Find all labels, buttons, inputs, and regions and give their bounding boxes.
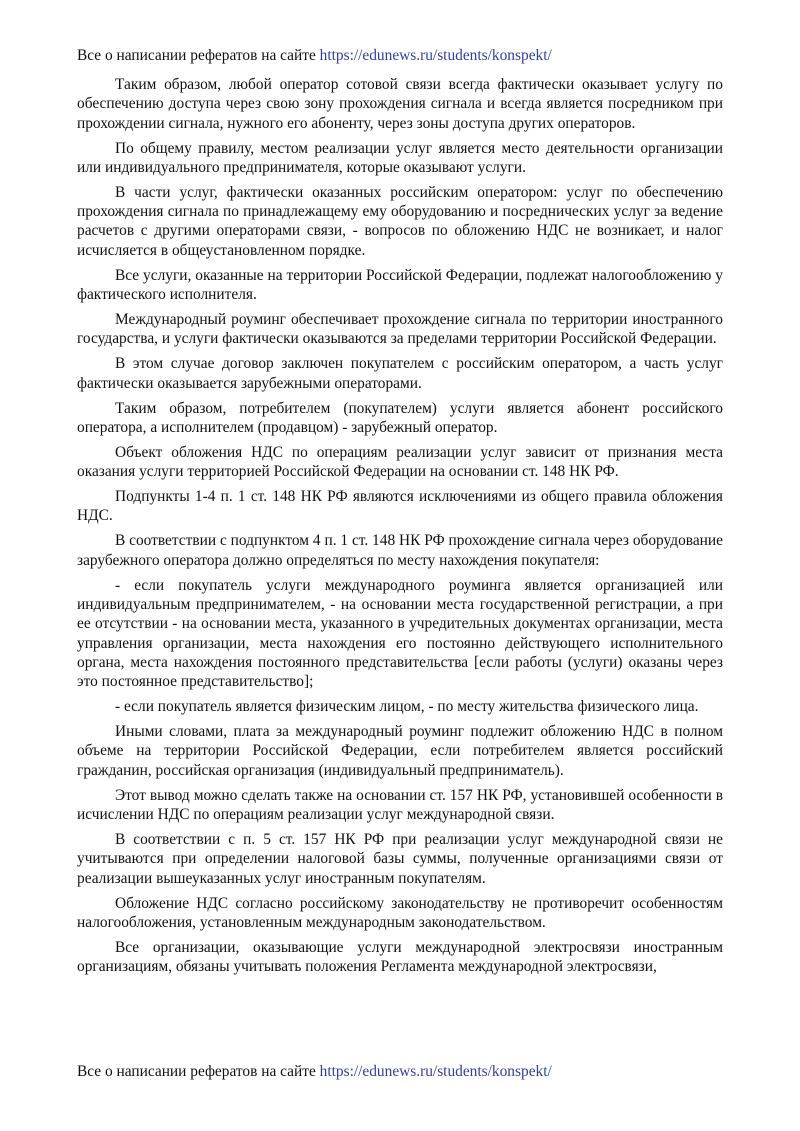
page-footer <box>77 1062 552 1082</box>
paragraph: Объект обложения НДС по операциям реализации услуг зависит от признания места оказания услуги территорией Российской Федерации на основании ст. 148 НК РФ. <box>77 443 723 481</box>
paragraph: В соответствии с подпунктом 4 п. 1 ст. 148 НК РФ прохождение сигнала через оборудование зарубежного оператора должно определяться по месту нахождения покупателя: <box>77 532 723 569</box>
paragraph: Все организации, оказывающие услуги международной электросвязи иностранным организациям, обязаны учитывать положения Регламента международной электросвязи, <box>77 938 723 976</box>
footer-text: Все о написании рефератов на сайте <box>77 1063 320 1080</box>
document-body <box>77 75 723 982</box>
paragraph: В части услуг, фактически оказанных российским оператором: услуг по обеспечению прохождения сигнала по принадлежащему ему оборудованию и посреднических услуг за ведение расчетов с другими операторами связи, - вопросов по обложению НДС не возникает, и налог исчисляется в общеустановленном порядке. <box>77 183 723 259</box>
paragraph: Иными словами, плата за международный роуминг подлежит обложению НДС в полном объеме на территории Российской Федерации, если потребителем является российский гражданин, российская организация (индивидуальный предприниматель). <box>77 723 723 779</box>
header-text: Все о написании рефератов на сайте <box>77 47 320 64</box>
paragraph: Обложение НДС согласно российскому законодательству не противоречит особенностям налогообложения, установленным международным законодательством. <box>77 894 723 931</box>
page-header <box>77 46 552 66</box>
header-link[interactable]: https://edunews.ru/students/konspekt/ <box>319 47 552 64</box>
list-item: - если покупатель является физическим лицом, - по месту жительства физического лица. <box>115 698 699 716</box>
paragraph: В соответствии с п. 5 ст. 157 НК РФ при реализации услуг международной связи не учитываются при определении налоговой базы суммы, полученные организациями связи от реализации вышеуказанных услуг иностранным покупателям. <box>77 831 723 887</box>
paragraph: Международный роуминг обеспечивает прохождение сигнала по территории иностранного государства, и услуги фактически оказываются за пределами территории Российской Федерации. <box>77 311 723 348</box>
paragraph: В этом случае договор заключен покупателем с российским оператором, а часть услуг фактически оказывается зарубежными операторами. <box>77 355 723 392</box>
paragraph: Подпункты 1-4 п. 1 ст. 148 НК РФ являются исключениями из общего правила обложения НДС. <box>77 488 723 525</box>
paragraph: Таким образом, любой оператор сотовой связи всегда фактически оказывает услугу по обеспечению доступа через свою зону прохождения сигнала и всегда является посредником при прохождении сигнала, нужного его абоненту, через зоны доступа других операторов. <box>77 76 723 132</box>
list-item: - если покупатель услуги международного роуминга является организацией или индивидуальным предпринимателем, - на основании места государственной регистрации, а при ее отсутствии - на основании места, указанного в учредительных документах организации, места управления организации, места нахождения его постоянно действующего исполнительного органа, места нахождения постоянного представительства [если работы (услуги) оказаны через это постоянное представительство]; <box>77 576 723 691</box>
paragraph: Таким образом, потребителем (покупателем) услуги является абонент российского оператора, а исполнителем (продавцом) - зарубежный оператор. <box>77 399 723 436</box>
paragraph: Этот вывод можно сделать также на основании ст. 157 НК РФ, установившей особенности в исчислении НДС по операциям реализации услуг международной связи. <box>77 786 723 824</box>
paragraph: По общему правилу, местом реализации услуг является место деятельности организации или индивидуального предпринимателя, которые оказывают услуги. <box>77 139 723 176</box>
footer-link[interactable]: https://edunews.ru/students/konspekt/ <box>319 1063 552 1080</box>
paragraph: Все услуги, оказанные на территории Российской Федерации, подлежат налогообложению у фактического исполнителя. <box>77 266 723 304</box>
